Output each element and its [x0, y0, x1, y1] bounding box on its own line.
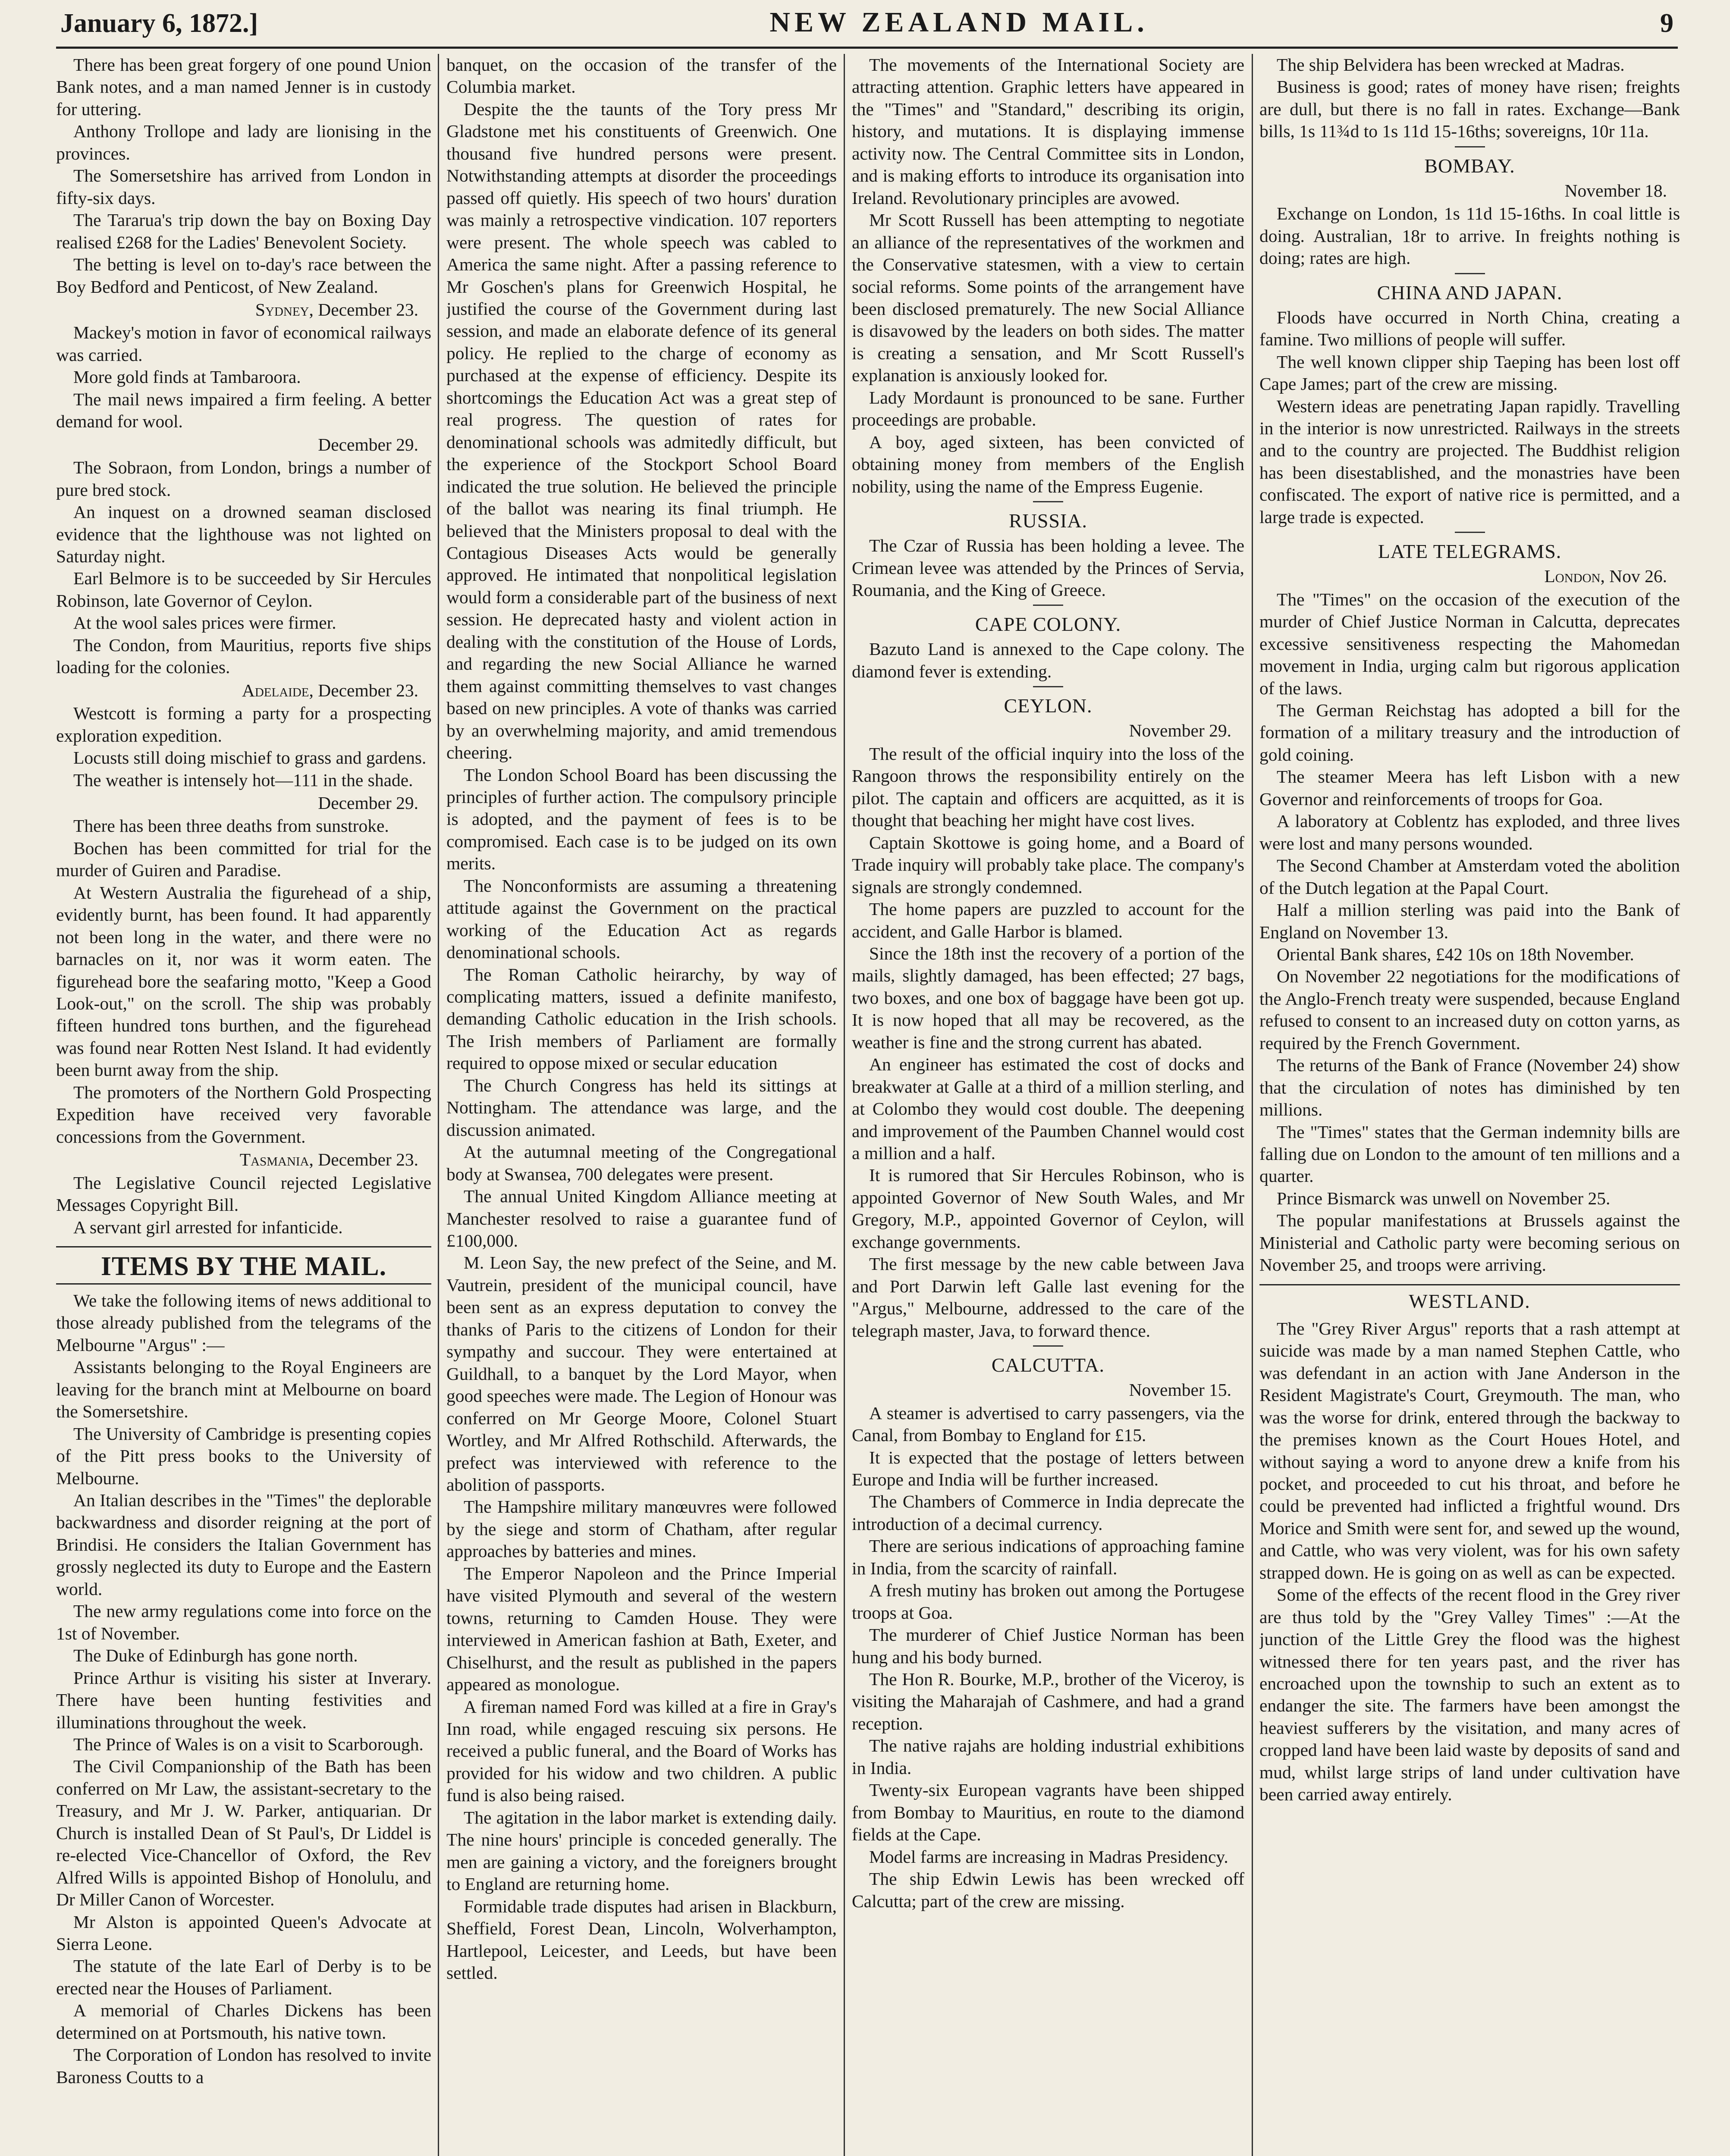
- paragraph: The statute of the late Earl of Derby is to be erected near the Houses of Parliament.: [56, 1956, 431, 1998]
- column-2: [446, 54, 837, 2156]
- section-heading-bombay: BOMBAY.: [1424, 154, 1515, 177]
- paragraph: A fireman named Ford was killed at a fire in Gray's Inn road, while engaged rescuing six persons. He received a public funeral, and the Board of Works has provided for his widow and two children. A public fund is also being raised.: [446, 1696, 837, 1805]
- paragraph: The Legislative Council rejected Legislative Messages Copyright Bill.: [56, 1172, 431, 1215]
- dateline-place: Tasmania,: [239, 1150, 314, 1170]
- dateline: [56, 680, 431, 702]
- column-3: [852, 54, 1244, 2156]
- section-heading-late-telegrams: LATE TELEGRAMS.: [1378, 540, 1562, 563]
- paragraph: The Condon, from Mauritius, reports five ships loading for the colonies.: [56, 635, 431, 677]
- dateline: [56, 1149, 431, 1171]
- paragraph: There are serious indications of approaching famine in India, from the scarcity of rainfall.: [852, 1536, 1244, 1578]
- paragraph: The first message by the new cable between Java and Port Darwin left Galle last evening for the "Argus," Melbourne, addressed to the care of the telegraph master, Java, to forward thence.: [852, 1254, 1244, 1341]
- paragraph: Bazuto Land is annexed to the Cape colony. The diamond fever is extending.: [852, 639, 1244, 681]
- paragraph: An Italian describes in the "Times" the deplorable backwardness and disorder reigning at the port of Brindisi. He considers the Italian Government has grossly neglected its duty to Europe and the Eastern world.: [56, 1490, 431, 1599]
- paragraph: There has been great forgery of one pound Union Bank notes, and a man named Jenner is in custody for uttering.: [56, 55, 431, 119]
- paragraph: At the autumnal meeting of the Congregational body at Swansea, 700 delegates were present.: [446, 1142, 837, 1184]
- paragraph: The steamer Meera has left Lisbon with a new Governor and reinforcements of troops for Goa.: [1259, 767, 1680, 809]
- paragraph: More gold finds at Tambaroora.: [73, 367, 301, 387]
- paragraph: The murderer of Chief Justice Norman has been hung and his body burned.: [852, 1625, 1244, 1667]
- newspaper-title: NEW ZEALAND MAIL.: [769, 6, 1149, 38]
- paragraph: A laboratory at Coblentz has exploded, and three lives were lost and many persons wounded.: [1259, 811, 1680, 853]
- column-1: [56, 54, 431, 2156]
- paragraph: The home papers are puzzled to account for the accident, and Galle Harbor is blamed.: [852, 899, 1244, 941]
- paragraph: The ship Belvidera has been wrecked at Madras.: [1277, 55, 1625, 75]
- dateline-date: December 23.: [318, 299, 418, 320]
- paragraph: Some of the effects of the recent flood in the Grey river are thus told by the "Grey Valley Times" :—At the junction of the Little Grey the flood was the highest witnessed there for ten years past, and the river has encroached upon the township to such an extent as to endanger the site. The farmers have been amongst the heaviest sufferers by the visitation, and many acres of cropped land have been laid waste by deposits of sand and mud, whilst large strips of land under cultivation have been carried away entirely.: [1259, 1585, 1680, 1805]
- paragraph: An inquest on a drowned seaman disclosed evidence that the lighthouse was not lighted on Saturday night.: [56, 502, 431, 566]
- paragraph: Assistants belonging to the Royal Engineers are leaving for the branch mint at Melbourne on board the Somersetshire.: [56, 1357, 431, 1422]
- paragraph: The well known clipper ship Taeping has been lost off Cape James; part of the crew are missing.: [1259, 351, 1680, 394]
- dateline: December 29.: [318, 793, 418, 813]
- paragraph: The new army regulations come into force on the 1st of November.: [56, 1601, 431, 1643]
- section-rule: [1455, 532, 1485, 533]
- column-divider: [1252, 54, 1253, 2156]
- paragraph: The "Grey River Argus" reports that a rash attempt at suicide was made by a man named Stephen Cattle, who was defendant in an action with Jane Anderson in the Resident Magistrate's Court, Greymouth. The man, who was the worse for drink, entered through the backway to the premises known as the Court Houes Hotel, and without saying a word to anyone drew a knife from his pocket, and proceeded to cut his throat, and before he could be prevented had inflicted a frightful wound. Drs Morice and Smith were sent for, and sewed up the wound, and Cattle, who was very violent, was for his own safety strapped down. He is going on as well as can be expected.: [1259, 1318, 1680, 1583]
- paragraph: The Corporation of London has resolved to invite Baroness Coutts to a: [56, 2045, 431, 2087]
- paragraph: A servant girl arrested for infanticide.: [73, 1217, 343, 1237]
- dateline: November 18.: [1564, 180, 1667, 201]
- section-heading-russia: RUSSIA.: [1008, 510, 1088, 532]
- paragraph: It is rumored that Sir Hercules Robinson, who is appointed Governor of New South Wales, and Mr Gregory, M.P., appointed Governor of Ceylon, will exchange governments.: [852, 1165, 1244, 1252]
- paragraph: The "Times" on the occasion of the execution of the murder of Chief Justice Norman in Calcutta, deprecates excessive sensitiveness respecting the Mahomedan movement in India, urging calm but rigorous application of the laws.: [1259, 589, 1680, 698]
- paragraph: Business is good; rates of money have risen; freights are dull, but there is no fall in rates. Exchange—Bank bills, 1s 11¾d to 1s 11d 15-16ths; sovereigns, 10r 11a.: [1259, 77, 1680, 141]
- section-rule: [1033, 605, 1063, 606]
- paragraph: On November 22 negotiations for the modifications of the Anglo-French treaty were suspended, because England refused to consent to an increased duty on cotton yarns, as required by the French Government.: [1259, 966, 1680, 1053]
- section-rule: [1033, 1345, 1063, 1347]
- section-rule: [1033, 501, 1063, 502]
- section-rule: [1455, 146, 1485, 147]
- paragraph: At Western Australia the figurehead of a ship, evidently burnt, has been found. It had apparently not been long in the water, and there were no barnacles on it, nor was it worm eaten. The figurehead bore the seafaring motto, "Keep a Good Look-out," on the scroll. The ship was probably fifteen hundred tons burthen, and the figurehead was found near Rotten Nest Island. It had evidently been burnt away from the ship.: [56, 882, 431, 1080]
- paragraph: The weather is intensely hot—111 in the shade.: [73, 770, 413, 790]
- dateline-place: Sydney,: [255, 299, 314, 320]
- paragraph: We take the following items of news additional to those already published from the telegrams of the Melbourne "Argus" :—: [56, 1290, 431, 1355]
- column-divider: [844, 54, 845, 2156]
- paragraph: The Roman Catholic heirarchy, by way of complicating matters, issued a definite manifesto, demanding Catholic education in the Irish schools. The Irish members of Parliament are formally required to oppose mixed or secular education: [446, 964, 837, 1073]
- paragraph: banquet, on the occasion of the transfer of the Columbia market.: [446, 55, 837, 97]
- paragraph: Half a million sterling was paid into the Bank of England on November 13.: [1259, 900, 1680, 942]
- paragraph: Earl Belmore is to be succeeded by Sir Hercules Robinson, late Governor of Ceylon.: [56, 568, 431, 611]
- paragraph: Prince Arthur is visiting his sister at Inverary. There have been hunting festivities and illuminations throughout the week.: [56, 1667, 431, 1732]
- paragraph: Prince Bismarck was unwell on November 25.: [1277, 1188, 1611, 1208]
- paragraph: The Hampshire military manœuvres were followed by the siege and storm of Chatham, after regular approaches by batteries and mines.: [446, 1497, 837, 1561]
- section-heading-cape-colony: CAPE COLONY.: [975, 613, 1121, 636]
- header-rule: [56, 47, 1678, 49]
- paragraph: Twenty-six European vagrants have been shipped from Bombay to Mauritius, en route to the diamond fields at the Cape.: [852, 1780, 1244, 1845]
- paragraph: A steamer is advertised to carry passengers, via the Canal, from Bombay to England for £15.: [852, 1403, 1244, 1445]
- dateline: November 29.: [1129, 721, 1231, 741]
- paragraph: The "Times" states that the German indemnity bills are falling due on London to the amount of ten millions and a quarter.: [1259, 1122, 1680, 1186]
- paragraph: The betting is level on to-day's race between the Boy Bedford and Penticost, of New Zealand.: [56, 254, 431, 297]
- section-heading-china-and-japan: CHINA AND JAPAN.: [1377, 281, 1563, 304]
- paragraph: The Prince of Wales is on a visit to Scarborough.: [73, 1734, 424, 1754]
- paragraph: The agitation in the labor market is extending daily. The nine hours' principle is conceded generally. The men are gaining a victory, and the foreigners brought to England are returning home.: [446, 1807, 837, 1894]
- paragraph: Since the 18th inst the recovery of a portion of the mails, slightly damaged, has been effected; 27 bags, two boxes, and one box of baggage have been got up. It is now hoped that all may be recovered, as the weather is fine and the strong current has abated.: [852, 943, 1244, 1052]
- section-heading-ceylon: CEYLON.: [1004, 695, 1093, 717]
- paragraph: The Emperor Napoleon and the Prince Imperial have visited Plymouth and several of the western towns, returning to Camden House. They were interviewed in American fashion at Bath, Exeter, and Chiselhurst, and the result as published in the papers appeared as monologue.: [446, 1563, 837, 1695]
- columns: [56, 54, 1682, 2156]
- paragraph: Captain Skottowe is going home, and a Board of Trade inquiry will probably take place. The company's signals are strongly condemned.: [852, 832, 1244, 897]
- paragraph: Lady Mordaunt is pronounced to be sane. Further proceedings are probable.: [852, 387, 1244, 430]
- paragraph: The Czar of Russia has been holding a levee. The Crimean levee was attended by the Princes of Servia, Roumania, and the King of Greece.: [852, 536, 1244, 600]
- paragraph: The returns of the Bank of France (November 24) show that the circulation of notes has diminished by ten millions.: [1259, 1055, 1680, 1120]
- paragraph: The movements of the International Society are attracting attention. Graphic letters have appeared in the "Times" and "Standard," describing its origin, history, and mutations. It is displaying immense activity now. The Central Committee sits in London, and is making efforts to introduce its organisation into Ireland. Revolutionary principles are avowed.: [852, 55, 1244, 208]
- paragraph: There has been three deaths from sunstroke.: [73, 816, 389, 836]
- column-divider: [438, 54, 439, 2156]
- section-heading-calcutta: CALCUTTA.: [991, 1354, 1105, 1376]
- paragraph: The mail news impaired a firm feeling. A better demand for wool.: [56, 389, 431, 432]
- paragraph: Exchange on London, 1s 11d 15-16ths. In coal little is doing. Australian, 18r to arrive. In freights nothing is doing; rates are high.: [1259, 204, 1680, 268]
- paragraph: The Second Chamber at Amsterdam voted the abolition of the Dutch legation at the Papal Court.: [1259, 856, 1680, 898]
- paragraph: At the wool sales prices were firmer.: [73, 613, 336, 633]
- paragraph: Formidable trade disputes had arisen in Blackburn, Sheffield, Forest Dean, Lincoln, Wolverhampton, Hartlepool, Leicester, and Leeds, but have been settled.: [446, 1896, 837, 1983]
- paragraph: It is expected that the postage of letters between Europe and India will be further increased.: [852, 1447, 1244, 1489]
- masthead: [60, 6, 1673, 39]
- paragraph: The Sobraon, from London, brings a number of pure bred stock.: [56, 458, 431, 500]
- paragraph: Mackey's motion in favor of economical railways was carried.: [56, 323, 431, 365]
- paragraph: A memorial of Charles Dickens has been determined on at Portsmouth, his native town.: [56, 2000, 431, 2043]
- paragraph: Bochen has been committed for trial for the murder of Guiren and Paradise.: [56, 838, 431, 881]
- paragraph: The Hon R. Bourke, M.P., brother of the Viceroy, is visiting the Maharajah of Cashmere, and had a grand reception.: [852, 1669, 1244, 1733]
- paragraph: The Duke of Edinburgh has gone north.: [73, 1645, 358, 1666]
- section-heading-westland: WESTLAND.: [1259, 1284, 1680, 1313]
- paragraph: Westcott is forming a party for a prospecting exploration expedition.: [56, 703, 431, 746]
- section-rule: [1033, 686, 1063, 687]
- paragraph: The Church Congress has held its sittings at Nottingham. The attendance was large, and the discussion animated.: [446, 1075, 837, 1140]
- paragraph: The London School Board has been discussing the principles of further action. The compulsory principle is adopted, and the payment of fees is to be compromised. Each case is to be judged on its own merits.: [446, 765, 837, 874]
- issue-date: January 6, 1872.]: [60, 9, 258, 38]
- paragraph: The native rajahs are holding industrial exhibitions in India.: [852, 1736, 1244, 1778]
- dateline-place: London,: [1544, 566, 1605, 586]
- dateline: [1259, 565, 1680, 587]
- paragraph: Despite the the taunts of the Tory press Mr Gladstone met his constituents of Greenwich. One thousand five hundred persons were present. Notwithstanding attempts at disorder the proceedings passed off quietly. His speech of two hours' duration was mainly a retrospective vindication. 107 reporters were present. The whole speech was cabled to America the same night. After a passing reference to Mr Goschen's plans for Greenwich Hospital, he justified the course of the Government during last session, and made an elaborate defence of its general policy. He replied to the charge of economy as purchased at the expense of efficiency. Despite its shortcomings the Education Act was a great step of real progress. The question of rates for denominational schools was admitedly difficult, but the experience of the Stockport School Board indicated the true solution. He believed the principle of the ballot was nearing its final triumph. He believed that the Ministers proposal to deal with the Contagious Diseases Acts would be generally approved. He intimated that nonpolitical legislation would form a considerable part of the business of next session. He deprecated hasty and violent action in dealing with the constitution of the House of Lords, and regarding the new Social Alliance he warned them against committing themselves to vast changes based on new principles. A vote of thanks was carried by an overwhelming majority, and amid tremendous cheering.: [446, 99, 837, 763]
- paragraph: A fresh mutiny has broken out among the Portugese troops at Goa.: [852, 1580, 1244, 1623]
- paragraph: The result of the official inquiry into the loss of the Rangoon throws the responsibility entirely on the pilot. The captain and officers are acquitted, as it is thought that beaching her might have cost lives.: [852, 743, 1244, 830]
- paragraph: Oriental Bank shares, £42 10s on 18th November.: [1277, 944, 1634, 964]
- paragraph: The Somersetshire has arrived from London in fifty-six days.: [56, 166, 431, 208]
- dateline: December 29.: [318, 434, 418, 454]
- paragraph: The ship Edwin Lewis has been wrecked off Calcutta; part of the crew are missing.: [852, 1869, 1244, 1911]
- section-rule: [1455, 273, 1485, 274]
- paragraph: Model farms are increasing in Madras Presidency.: [869, 1846, 1228, 1867]
- paragraph: Locusts still doing mischief to grass and gardens.: [73, 748, 427, 768]
- paragraph: Mr Scott Russell has been attempting to negotiate an alliance of the representatives of the workmen and the Conservative statesmen, with a view to certain social reforms. Some points of the arrangement have been disclosed prematurely. The new Social Alliance is disavowed by the leaders on both sides. The matter is creating a sensation, and Mr Scott Russell's explanation is anxiously looked for.: [852, 210, 1244, 385]
- dateline-date: Nov 26.: [1609, 566, 1667, 586]
- paragraph: The annual United Kingdom Alliance meeting at Manchester resolved to raise a guarantee fund of £100,000.: [446, 1186, 837, 1251]
- dateline-place: Adelaide,: [242, 680, 314, 700]
- paragraph: The Nonconformists are assuming a threatening attitude against the Government on the practical working of the Education Act as regards denominational schools.: [446, 875, 837, 962]
- paragraph: A boy, aged sixteen, has been convicted of obtaining money from members of the English nobility, using the name of the Empress Eugenie.: [852, 432, 1244, 496]
- dateline-date: December 23.: [318, 1150, 418, 1170]
- dateline: [56, 299, 431, 321]
- column-4: [1259, 54, 1680, 2156]
- section-heading-items-by-the-mail: ITEMS BY THE MAIL.: [56, 1246, 431, 1285]
- paragraph: The promoters of the Northern Gold Prospecting Expedition have received very favorable concessions from the Government.: [56, 1082, 431, 1147]
- paragraph: Floods have occurred in North China, creating a famine. Two millions of people will suffer.: [1259, 307, 1680, 350]
- page-number: 9: [1660, 9, 1673, 38]
- dateline: November 15.: [1129, 1380, 1231, 1400]
- paragraph: The popular manifestations at Brussels against the Ministerial and Catholic party were becoming serious on November 25, and troops were arriving.: [1259, 1210, 1680, 1275]
- paragraph: Mr Alston is appointed Queen's Advocate at Sierra Leone.: [56, 1912, 431, 1954]
- paragraph: Anthony Trollope and lady are lionising in the provinces.: [56, 121, 431, 163]
- paragraph: The Tararua's trip down the bay on Boxing Day realised £268 for the Ladies' Benevolent Society.: [56, 210, 431, 252]
- paragraph: Western ideas are penetrating Japan rapidly. Travelling in the interior is now unrestricted. Railways in the streets and to the country are projected. The Buddhist religion has been disestablished, and the monastries have been confiscated. The export of native rice is permitted, and a large trade is expected.: [1259, 396, 1680, 527]
- dateline-date: December 23.: [318, 680, 418, 700]
- paragraph: The German Reichstag has adopted a bill for the formation of a military treasury and the introduction of gold coining.: [1259, 700, 1680, 765]
- paragraph: An engineer has estimated the cost of docks and breakwater at Galle at a third of a million sterling, and at Colombo they would cost double. The deepening and improvement of the Paumben Channel would cost a million and a half.: [852, 1054, 1244, 1163]
- paragraph: The Civil Companionship of the Bath has been conferred on Mr Law, the assistant-secretary to the Treasury, and Mr J. W. Parker, antiquarian. Dr Church is installed Dean of St Paul's, Dr Liddel is re-elected Vice-Chancellor of Oxford, the Rev Alfred Wills is appointed Bishop of Honolulu, and Dr Miller Canon of Worcester.: [56, 1756, 431, 1910]
- paragraph: The Chambers of Commerce in India deprecate the introduction of a decimal currency.: [852, 1492, 1244, 1534]
- paragraph: The University of Cambridge is presenting copies of the Pitt press books to the University of Melbourne.: [56, 1423, 431, 1488]
- paragraph: M. Leon Say, the new prefect of the Seine, and M. Vautrein, president of the municipal council, have been sent as an express deputation to convey the thanks of Paris to the citizens of London for their sympathy and succour. They were entertained at Guildhall, to a banquet by the Lord Mayor, when good speeches were made. The Legion of Honour was conferred on Mr George Moore, Colonel Stuart Wortley, and Mr Alfred Rothschild. Afterwards, the prefect was interviewed with reference to the abolition of passports.: [446, 1253, 837, 1495]
